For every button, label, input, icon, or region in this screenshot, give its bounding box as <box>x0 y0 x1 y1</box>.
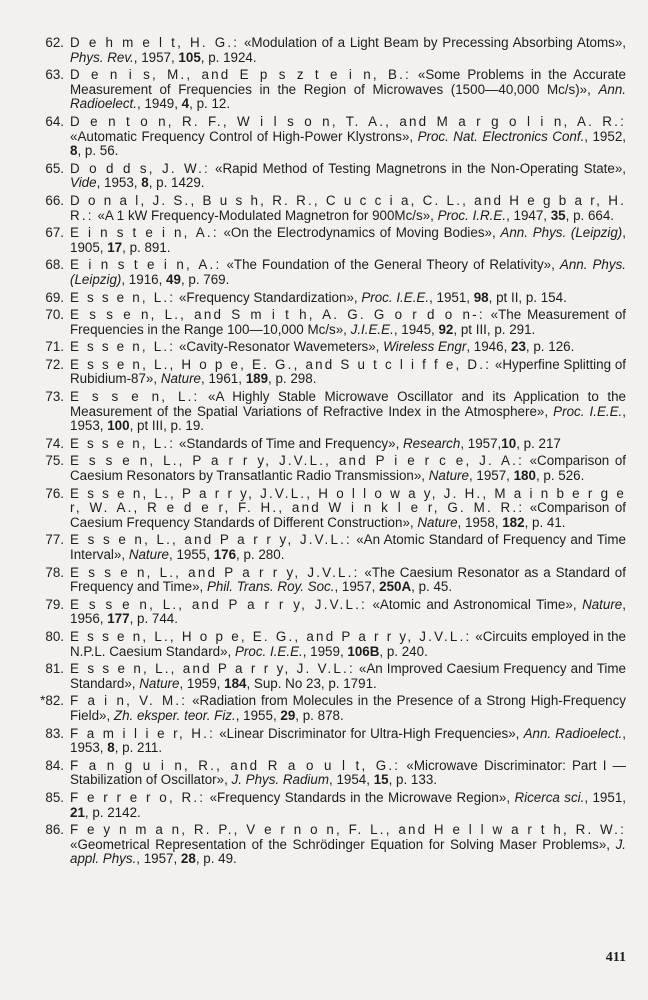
reference-journal: Wireless Engr <box>383 339 467 355</box>
reference-number: 83. <box>45 725 64 741</box>
reference-volume: 180 <box>513 468 536 484</box>
reference-title: «Geometrical Representation of the Schrödinger Equation for Solving Maser Problems», <box>70 836 616 852</box>
reference-volume: 17 <box>107 239 123 255</box>
reference-pages: , p. 744. <box>129 611 178 627</box>
reference-journal: Proc. I.R.E. <box>437 207 507 223</box>
reference-author: E s s e n, L., P a r r y, J.V.L., and P i e r c e, J. A.: <box>70 453 525 469</box>
reference-text <box>70 340 626 355</box>
reference-pages: , p. 280. <box>236 547 285 562</box>
reference-volume: 98 <box>473 289 489 305</box>
reference-text <box>70 162 626 191</box>
reference-number: 67. <box>45 225 64 241</box>
reference-year: , 1953, <box>96 175 142 191</box>
reference-year: , 1955, <box>235 707 281 723</box>
reference-pages: , p. 45. <box>411 579 453 595</box>
reference-title: «Frequency Standards in the Microwave Region», <box>205 789 515 805</box>
reference-text <box>70 662 626 691</box>
reference-volume: 29 <box>280 707 296 723</box>
reference-number: 73. <box>45 389 64 405</box>
reference-number: 76. <box>45 485 64 501</box>
reference-journal: J.I.E.E. <box>350 321 394 337</box>
reference-text <box>70 791 626 820</box>
reference-author: D e n i s, M., and E p s z t e i n, B.: <box>70 67 411 83</box>
reference-journal: Proc. I.E.E. <box>361 289 430 305</box>
reference-year: , 1947, <box>506 207 551 223</box>
reference-year: , 1959, <box>302 643 348 659</box>
reference-author: F e y n m a n, R. P., V e r n o n, F. L., and H e l l w a r t h, R. W.: <box>70 822 626 838</box>
reference-title: «A Highly Stable Microwave Oscillator and its Application to the Measurement of the Spatial Variations of Refractive Index in the Atmosphere», <box>70 389 626 419</box>
reference-pages: , p. 56. <box>77 143 119 159</box>
reference-pages: , p. 133. <box>388 772 437 788</box>
reference-title: «Frequency Standardization», <box>175 289 362 305</box>
reference-number: 71. <box>45 339 64 355</box>
reference-title: «A 1 kW Frequency-Modulated Magnetron for 900Mc/s», <box>93 207 438 223</box>
reference-author: F a n g u i n, R., and R a o u l t, G.: <box>70 757 401 773</box>
reference-year: , 1957, <box>468 468 514 484</box>
reference-pages: , p. 41. <box>524 514 566 530</box>
reference-title: «Hyperfine Splitting of Rubidium-87», <box>70 356 626 387</box>
reference-entry <box>34 487 626 531</box>
reference-year: , 1951, <box>429 289 474 305</box>
reference-volume: 106B <box>347 643 380 659</box>
reference-author: E s s e n, L., and S m i t h, A. G. G o r d o n-: <box>70 307 485 323</box>
reference-title: «An Atomic Standard of Frequency and Time Interval», <box>70 532 626 562</box>
reference-pages: , pt III, p. 291. <box>453 321 536 337</box>
reference-number: 72. <box>45 356 64 372</box>
reference-title: «Standards of Time and Frequency», <box>175 435 404 451</box>
reference-entry <box>34 759 626 788</box>
reference-pages: , p. 664. <box>565 207 615 223</box>
reference-entry <box>34 340 626 355</box>
reference-entry <box>34 533 626 562</box>
reference-number: 79. <box>45 596 64 612</box>
reference-entry <box>34 68 626 112</box>
reference-journal: Nature <box>417 514 458 530</box>
reference-author: F e r r e r o, R.: <box>70 789 206 805</box>
reference-journal: Research <box>403 435 461 451</box>
reference-year: , 1946, <box>466 339 512 355</box>
reference-number: 63. <box>45 67 64 83</box>
reference-journal: Proc. I.E.E. <box>235 643 303 659</box>
reference-year: , 1951, <box>584 789 626 805</box>
reference-journal: Nature <box>160 371 202 387</box>
reference-list <box>34 36 626 870</box>
reference-year: , 1958, <box>457 514 503 530</box>
reference-author: E i n s t e i n, A.: <box>70 257 222 273</box>
reference-year: , 1953, <box>70 403 627 434</box>
reference-text <box>70 630 626 659</box>
reference-volume: 28 <box>180 851 196 867</box>
reference-text <box>70 566 626 595</box>
reference-journal: Vide <box>70 175 97 191</box>
reference-year: , 1952, <box>584 128 626 144</box>
reference-title: «Rapid Method of Testing Magnetrons in the Non-Operating State», <box>209 160 627 176</box>
reference-author: E s s e n, L., H o p e, E. G., and S u t c l i f f e, D.: <box>70 356 492 372</box>
reference-pages: , p. 211. <box>114 740 163 756</box>
reference-title: «Radiation from Molecules in the Presence of a Strong High-Frequency Field», <box>70 693 627 723</box>
reference-volume: 8 <box>107 740 115 756</box>
reference-pages: , p. 240. <box>379 643 428 659</box>
page-number: 411 <box>605 950 626 965</box>
reference-entry <box>34 454 626 483</box>
reference-author: E s s e n, L.: <box>70 435 176 451</box>
reference-author: D o d d s, J. W.: <box>70 160 210 176</box>
reference-text <box>70 258 626 287</box>
reference-number: 77. <box>45 532 64 548</box>
reference-volume: 177 <box>107 611 130 627</box>
reference-text <box>70 36 626 65</box>
reference-number: 64. <box>45 113 64 129</box>
reference-text <box>70 390 626 434</box>
reference-title: «Comparison of Caesium Resonators by Transatlantic Radio Transmission», <box>70 453 626 484</box>
reference-journal: J. Phys. Radium <box>231 772 330 788</box>
reference-journal: Ann. Phys. (Leipzig) <box>70 257 626 287</box>
reference-text <box>70 823 626 867</box>
reference-year: , 1945, <box>393 321 439 337</box>
reference-text <box>70 533 626 562</box>
reference-year: , 1957, <box>460 435 502 451</box>
reference-author: D e h m e l t, H. G.: <box>70 35 240 50</box>
reference-entry <box>34 694 626 723</box>
reference-text <box>70 437 626 452</box>
reference-pages: , p. 126. <box>525 339 575 355</box>
reference-number: 78. <box>45 564 64 580</box>
reference-pages: , p. 49. <box>195 851 237 867</box>
reference-entry <box>34 358 626 387</box>
reference-journal: Proc. Nat. Electronics Conf. <box>417 128 585 144</box>
reference-year: , 1957, <box>133 49 179 65</box>
reference-text <box>70 487 626 531</box>
reference-volume: 189 <box>245 371 269 387</box>
reference-author: E s s e n, L., and P a r r y, J.V.L.: <box>70 596 367 612</box>
reference-pages: , p. 1924. <box>200 49 257 65</box>
reference-entry <box>34 115 626 159</box>
reference-journal: Ricerca sci. <box>514 789 585 805</box>
reference-year: , 1954, <box>329 772 374 788</box>
reference-title: «The Measurement of Frequencies in the Range 100—10,000 Mc/s», <box>70 307 626 337</box>
reference-entry <box>34 162 626 191</box>
reference-text <box>70 291 626 306</box>
reference-journal: Nature <box>139 675 180 691</box>
reference-title: «Microwave Discriminator: Part I — Stabilization of Oscillator», <box>70 757 626 788</box>
reference-author: E s s e n, L.: <box>70 339 176 355</box>
reference-volume: 35 <box>550 207 566 223</box>
reference-author: F a m i l i e r, H.: <box>70 725 216 741</box>
reference-title: «An Improved Caesium Frequency and Time Standard», <box>70 661 626 691</box>
reference-pages: , p. 12. <box>189 96 231 112</box>
reference-year: , 1905, <box>70 225 626 255</box>
reference-text <box>70 694 626 723</box>
reference-journal: J. appl. Phys. <box>70 836 626 867</box>
reference-entry <box>34 823 626 867</box>
reference-author: E s s e n, L., and P a r r y, J.V.L.: <box>70 564 360 580</box>
reference-pages: , p. 1429. <box>148 175 205 191</box>
reference-pages: , p. 298. <box>268 371 317 387</box>
reference-title: «Automatic Frequency Control of High-Power Klystrons», <box>70 128 418 144</box>
reference-text <box>70 115 626 159</box>
reference-number: 86. <box>45 822 64 838</box>
reference-journal: Ann. Radioelect. <box>70 81 626 112</box>
reference-year: , 1956, <box>70 596 626 627</box>
reference-volume: 184 <box>224 675 247 691</box>
reference-entry <box>34 437 626 452</box>
reference-author: D e n t o n, R. F., W i l s o n, T. A., and M a r g o l i n, A. R.: <box>70 113 626 129</box>
reference-pages: , p. 769. <box>180 271 230 287</box>
reference-year: , 1957, <box>136 851 181 867</box>
reference-pages: , p. 891. <box>122 239 171 255</box>
reference-author: E s s e n, L., P a r r y, J.V.L., H o l l o w a y, J. H., M a i n b e r g e r, W. A., R e d e r, F. H., and W i n k l e r, G. M. R.: <box>70 485 626 516</box>
reference-entry <box>34 598 626 627</box>
reference-number: 84. <box>45 757 64 773</box>
reference-journal: Ann. Radioelect. <box>523 725 623 741</box>
reference-author: F a i n, V. M.: <box>70 693 188 709</box>
reference-journal: Ann. Phys. (Leipzig) <box>500 225 623 241</box>
reference-text <box>70 598 626 627</box>
reference-title: «The Caesium Resonator as a Standard of Frequency and Time», <box>70 564 626 595</box>
reference-author: E s s e n, L., and P a r r y, J.V.L.: <box>70 532 352 548</box>
reference-title: «Cavity-Resonator Wavemeters», <box>175 339 384 355</box>
reference-journal: Phys. Rev. <box>70 49 134 65</box>
reference-text <box>70 226 626 255</box>
reference-journal: Nature <box>582 596 623 612</box>
reference-volume: 100 <box>107 418 130 434</box>
reference-number: 81. <box>45 661 64 677</box>
reference-number: 62. <box>45 35 64 50</box>
reference-entry <box>34 566 626 595</box>
reference-volume: 23 <box>511 339 526 355</box>
reference-number: *82. <box>40 693 64 709</box>
reference-title: «The Foundation of the General Theory of Relativity», <box>221 257 560 273</box>
reference-entry <box>34 194 626 223</box>
reference-volume: 10 <box>501 435 517 451</box>
reference-text <box>70 68 626 112</box>
reference-year: , 1949, <box>137 96 182 112</box>
reference-number: 85. <box>45 789 64 805</box>
reference-number: 70. <box>45 307 64 323</box>
reference-year: , 1955, <box>169 547 214 562</box>
reference-author: E i n s t e i n, A.: <box>70 225 219 241</box>
reference-entry <box>34 390 626 434</box>
reference-pages: , p. 217 <box>516 435 561 451</box>
reference-author: E s s e n, L., H o p e, E. G., and P a r r y, J.V.L.: <box>70 628 472 644</box>
reference-text <box>70 759 626 788</box>
reference-number: 68. <box>45 257 64 273</box>
reference-title: «Circuits employed in the N.P.L. Caesium Standard», <box>70 628 626 659</box>
reference-journal: Proc. I.E.E. <box>553 403 623 419</box>
reference-pages: , p. 878. <box>295 707 344 723</box>
reference-volume: 176 <box>213 547 237 562</box>
reference-title: «Comparison of Caesium Frequency Standards of Different Construction», <box>70 500 626 530</box>
reference-pages: , pt II, p. 154. <box>488 289 567 305</box>
reference-volume: 4 <box>181 96 190 112</box>
reference-entry <box>34 791 626 820</box>
reference-author: D o n a l, J. S., B u s h, R. R., C u c c i a, C. L., and H e g b a r, H. R.: <box>70 192 626 223</box>
reference-text <box>70 454 626 483</box>
reference-author: E s s e n, L.: <box>70 389 200 405</box>
reference-entry <box>34 662 626 691</box>
reference-year: , 1916, <box>121 271 167 287</box>
reference-title: «Some Problems in the Accurate Measurement of Frequencies in the Region of Microwaves (1500—40,000 Mc/s)», <box>70 67 626 97</box>
reference-volume: 8 <box>141 175 149 191</box>
reference-volume: 49 <box>166 271 181 287</box>
reference-title: «Atomic and Astronomical Time», <box>366 596 583 612</box>
reference-volume: 105 <box>178 49 201 65</box>
reference-volume: 8 <box>70 143 78 159</box>
reference-entry <box>34 226 626 255</box>
reference-author: E s s e n, L., and P a r r y, J. V.L.: <box>70 661 355 677</box>
reference-pages: , p. 2142. <box>84 804 141 820</box>
reference-entry <box>34 258 626 287</box>
reference-journal: Zh. eksper. teor. Fiz. <box>113 707 236 723</box>
reference-journal: Phil. Trans. Roy. Soc. <box>206 579 335 595</box>
reference-pages: , p. 526. <box>535 468 585 484</box>
reference-title: «Linear Discriminator for Ultra-High Frequencies», <box>215 725 524 741</box>
reference-journal: Nature <box>128 547 170 562</box>
reference-number: 75. <box>45 453 64 469</box>
reference-entry <box>34 308 626 337</box>
reference-volume: 21 <box>70 804 85 820</box>
reference-text <box>70 308 626 337</box>
reference-volume: 182 <box>502 514 525 530</box>
reference-entry <box>34 727 626 756</box>
reference-author: E s s e n, L.: <box>70 289 176 305</box>
reference-entry <box>34 291 626 306</box>
reference-entry <box>34 630 626 659</box>
reference-year: , 1957, <box>334 579 380 595</box>
reference-number: 74. <box>45 435 64 451</box>
reference-number: 69. <box>45 289 64 305</box>
reference-number: 80. <box>45 628 64 644</box>
reference-number: 65. <box>45 160 64 176</box>
reference-text <box>70 727 626 756</box>
reference-text <box>70 194 626 223</box>
reference-volume: 92 <box>438 321 454 337</box>
reference-pages: , Sup. No 23, p. 1791. <box>246 675 377 691</box>
reference-entry <box>34 36 626 65</box>
reference-text <box>70 358 626 387</box>
reference-title: «Modulation of a Light Beam by Precessing Absorbing Atoms», <box>239 35 627 50</box>
reference-journal: Nature <box>428 468 469 484</box>
reference-number: 66. <box>45 192 64 208</box>
reference-year: , 1953, <box>70 725 626 756</box>
reference-pages: , pt III, p. 19. <box>129 418 205 434</box>
reference-year: , 1961, <box>201 371 246 387</box>
reference-title: «On the Electrodynamics of Moving Bodies», <box>218 225 501 241</box>
reference-year: , 1959, <box>179 675 225 691</box>
reference-volume: 15 <box>373 772 389 788</box>
reference-volume: 250A <box>379 579 412 595</box>
